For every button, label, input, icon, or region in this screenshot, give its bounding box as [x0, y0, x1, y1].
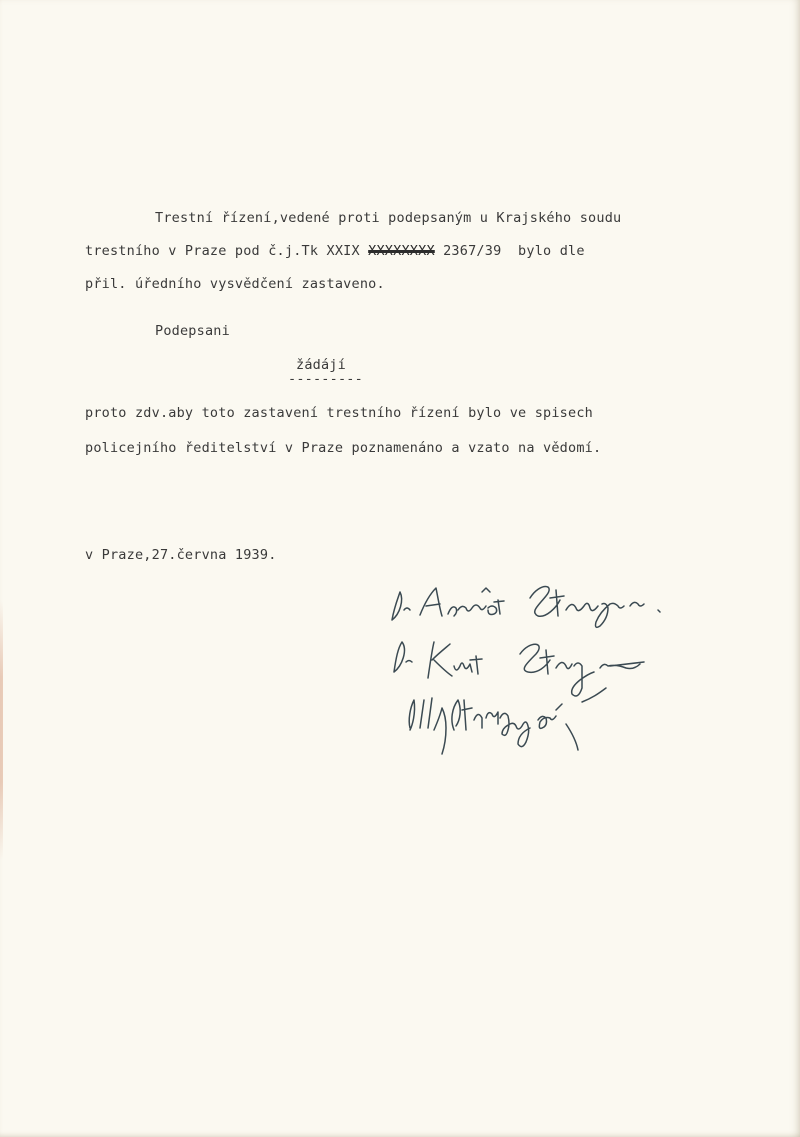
paragraph1-line3: přil. úředního vysvědčení zastaveno.: [85, 276, 385, 292]
paragraph1-line1: Trestní řízení,vedené proti podepsaným u Krajského soudu: [155, 210, 622, 226]
paragraph2-line2: policejního ředitelství v Praze poznamenáno a vzato na vědomí.: [85, 440, 602, 456]
place-date: v Praze,27.června 1939.: [85, 547, 277, 563]
struck-out-reference: XXXXXXXX: [368, 243, 435, 259]
paragraph1-line2-end: 2367/39 bylo dle: [434, 243, 585, 259]
request-underline: ---------: [288, 371, 363, 387]
paragraph1-line2: [85, 243, 585, 259]
signature-block: [370, 570, 690, 770]
signature-arnost-steiniger: [392, 587, 660, 628]
signed-label: Podepsani: [155, 323, 230, 339]
signature-lilly-steinigerova: [409, 688, 606, 754]
paper-edge-stain: [0, 600, 3, 860]
request-word: žádájí: [296, 357, 346, 373]
handwritten-signatures: [370, 570, 690, 770]
paragraph1-line2-start: trestního v Praze pod č.j.Tk XXIX: [85, 243, 369, 259]
paragraph2-line1: proto zdv.aby toto zastavení trestního řízení bylo ve spisech: [85, 405, 593, 421]
